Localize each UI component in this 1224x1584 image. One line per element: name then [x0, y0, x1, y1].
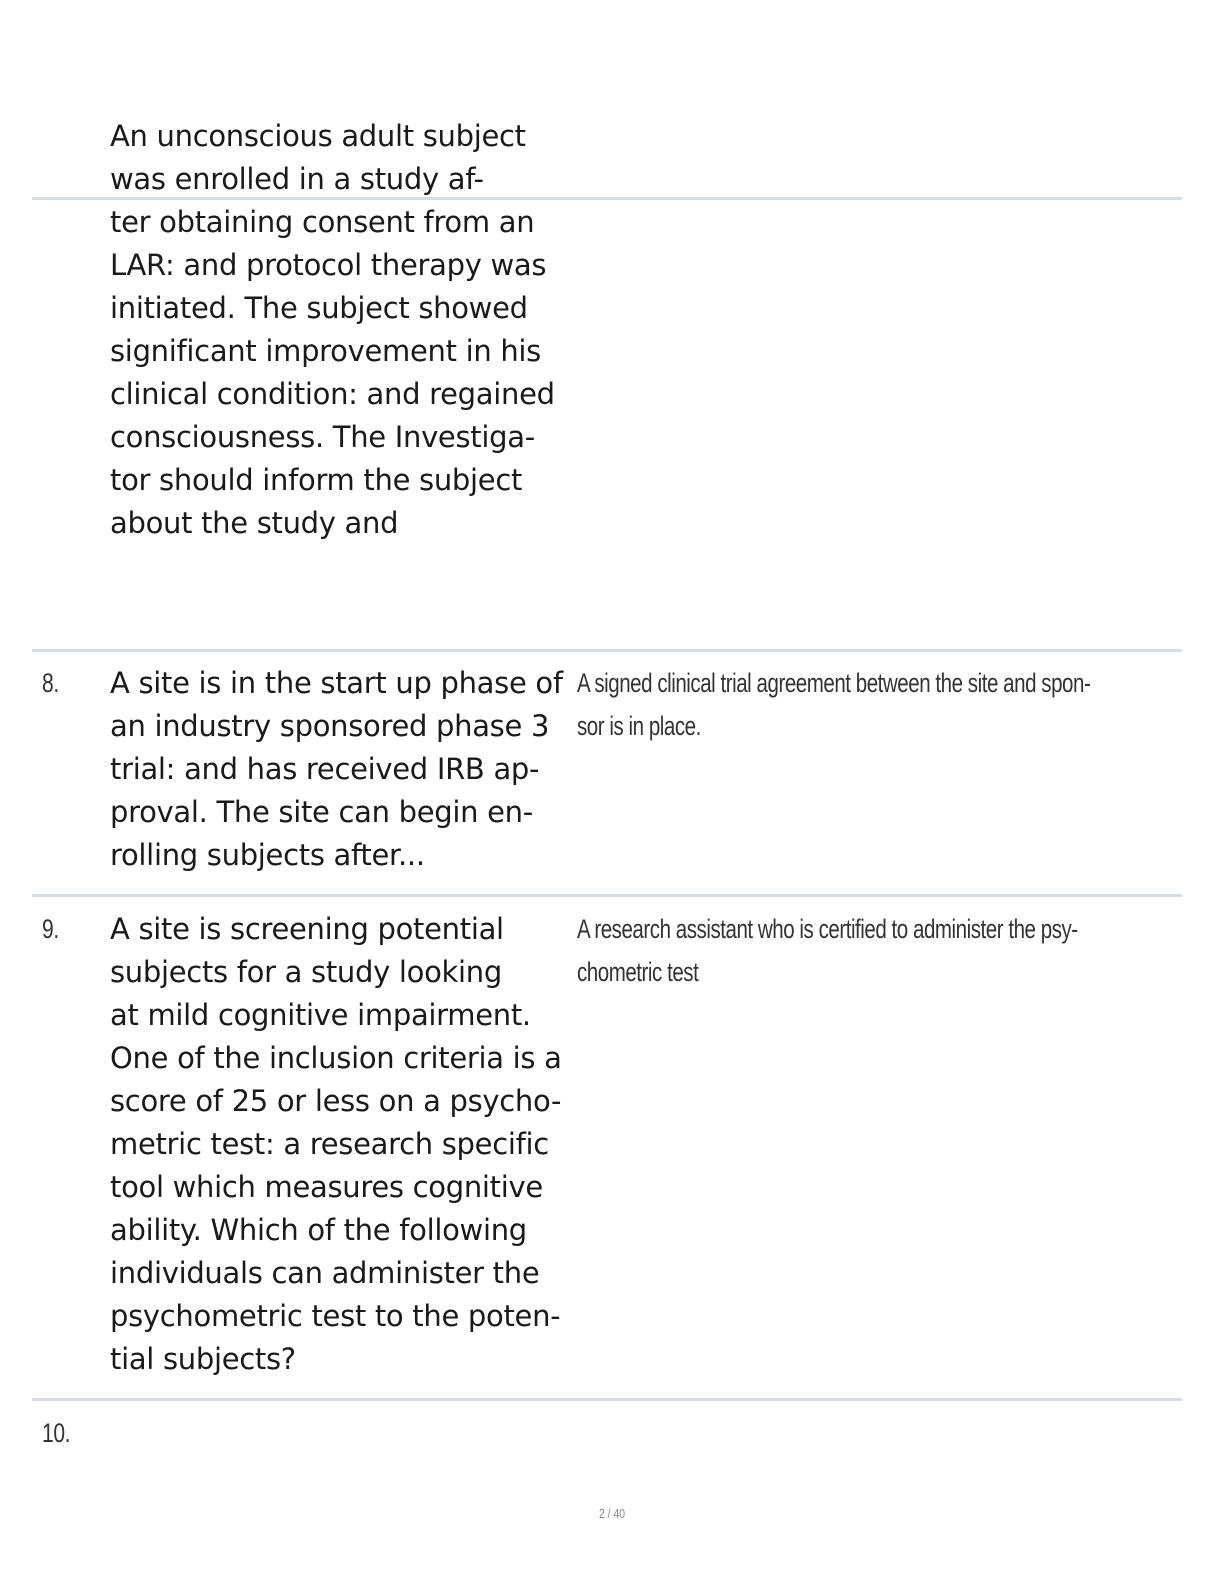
- row-divider: [32, 649, 1182, 652]
- question-number: 9.: [42, 914, 59, 944]
- question-text: An unconscious adult subject was enrolled in a study af- ter obtaining consent from an LAR: and protocol therapy was initiated. The subject showed significant improvement in his clinical condition: and regained consciousness. The Investiga- tor should inform the subject about the study and: [110, 119, 555, 540]
- question-text: A site is in the start up phase of an industry sponsored phase 3 trial: and has received IRB ap- proval. The site can begin en- rolling subjects after...: [110, 666, 563, 872]
- answer-text: A research assistant who is certified to administer the psy- chometric test: [577, 914, 1078, 987]
- row-divider: [32, 1398, 1182, 1401]
- page-indicator: 2 / 40: [598, 1506, 626, 1521]
- answer-text: A signed clinical trial agreement between the site and spon- sor is in place.: [577, 668, 1091, 741]
- question-text: A site is screening potential subjects for a study looking at mild cognitive impairment. One of the inclusion criteria is a score of 25 or less on a psycho- metric test: a research specific tool which measures cognitive ability. Which of the following individuals can administer the psychometric test to the poten- tial subjects?: [110, 912, 562, 1376]
- question-number: 8.: [42, 668, 59, 698]
- question-number: 10.: [42, 1418, 71, 1448]
- row-divider: [32, 894, 1182, 897]
